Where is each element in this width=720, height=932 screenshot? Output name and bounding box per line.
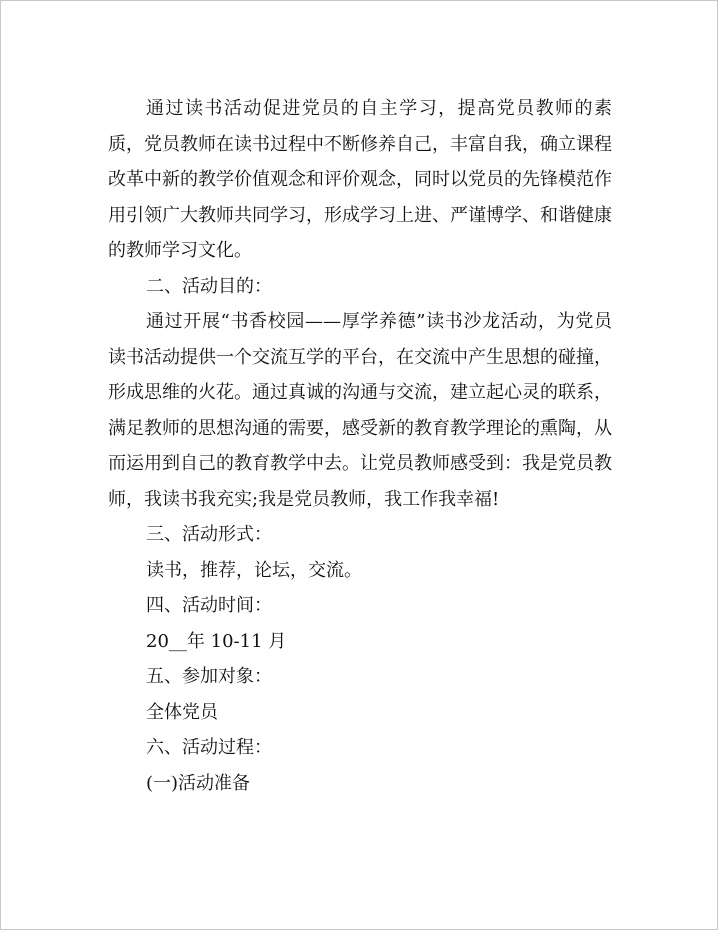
format-text: 读书，推荐，论坛，交流。 [146, 559, 362, 581]
document-body [108, 91, 612, 801]
subsection-heading-preparation: (一)活动准备 [146, 772, 251, 794]
participants-text: 全体党员 [146, 701, 218, 723]
section-heading-process: 六、活动过程： [146, 737, 272, 758]
time-text: 20__年 10-11 月 [146, 630, 287, 652]
section-heading-format: 三、活动形式： [146, 524, 272, 545]
section-heading-participants: 五、参加对象： [146, 666, 272, 687]
section-heading-time: 四、活动时间： [146, 595, 272, 616]
purpose-paragraph: 通过开展“书香校园——厚学养德”读书沙龙活动，为党员读书活动提供一个交流互学的平台，在交流中产生思想的碰撞，形成思维的火花。通过真诚的沟通与交流，建立起心灵的联系，满足教师的思想沟通的需要，感受新的教育教学理论的熏陶，从而运用到自己的教育教学中去。让党员教师感受到：我是党员教师，我读书我充实;我是党员教师，我工作我幸福! [108, 311, 612, 510]
section-heading-purpose: 二、活动目的： [146, 275, 272, 297]
intro-paragraph: 通过读书活动促进党员的自主学习，提高党员教师的素质，党员教师在读书过程中不断修养自己，丰富自我，确立课程改革中新的教学价值观念和评价观念，同时以党员的先锋模范作用引领广大教师共同学习，形成学习上进、严谨博学、和谐健康的教师学习文化。 [108, 98, 612, 261]
